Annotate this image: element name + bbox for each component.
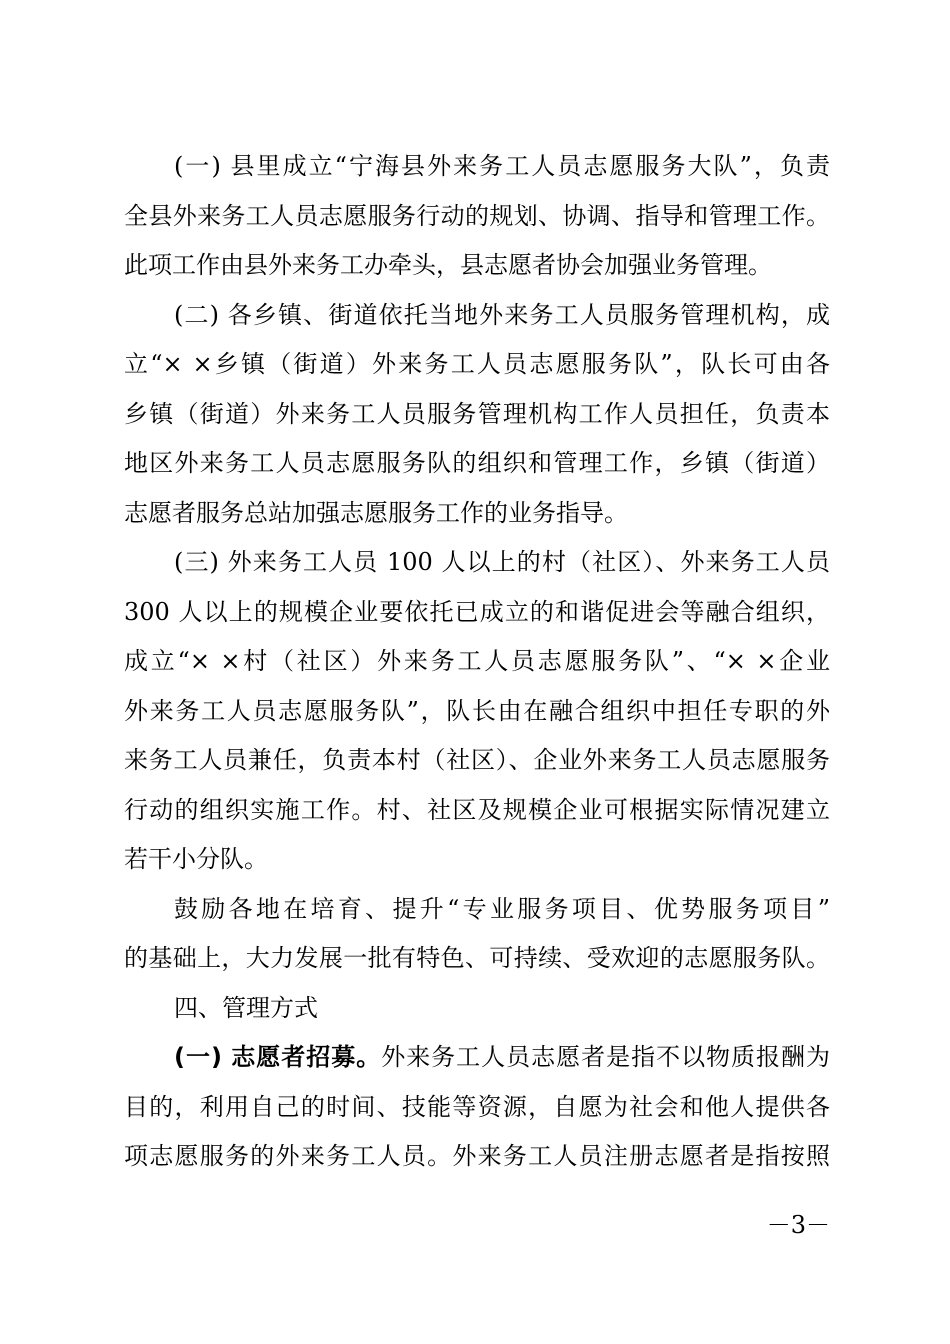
line-text: 项志愿服务的外来务工人员。外来务工人员注册志愿者是指按照 — [124, 1142, 830, 1170]
line-text: (三) 外来务工人员 100 人以上的村（社区）、外来务工人员 — [174, 548, 830, 576]
line-text: 地区外来务工人员志愿服务队的组织和管理工作，乡镇（街道） — [124, 449, 830, 477]
text-line — [124, 538, 830, 588]
line-text: 全县外来务工人员志愿服务行动的规划、协调、指导和管理工作。 — [124, 201, 830, 230]
text-line — [124, 1033, 830, 1083]
text-line — [124, 439, 830, 489]
text-line — [124, 786, 830, 836]
line-text: 成立“× ×村（社区）外来务工人员志愿服务队”、“× ×企业 — [124, 647, 830, 675]
text-line — [124, 687, 830, 737]
text-line — [124, 142, 830, 192]
line-text: 乡镇（街道）外来务工人员服务管理机构工作人员担任，负责本 — [124, 399, 830, 428]
text-line — [124, 885, 830, 935]
text-line — [124, 241, 830, 291]
body-text — [124, 142, 830, 1182]
text-line — [124, 736, 830, 786]
line-text: 立“× ×乡镇（街道）外来务工人员志愿服务队”，队长可由各 — [124, 350, 830, 378]
page-number: －3－ — [766, 1211, 830, 1239]
line-text: 目的，利用自己的时间、技能等资源，自愿为社会和他人提供各 — [124, 1092, 830, 1121]
line-text: 行动的组织实施工作。村、社区及规模企业可根据实际情况建立 — [124, 795, 830, 824]
line-text: 来务工人员兼任，负责本村（社区）、企业外来务工人员志愿服务 — [124, 746, 830, 774]
line-text: 外来务工人员志愿服务队”，队长由在融合组织中担任专职的外 — [124, 696, 830, 725]
text-line — [124, 835, 830, 885]
bold-heading: (一) 志愿者招募。 — [174, 1043, 382, 1071]
line-text: 志愿者服务总站加强志愿服务工作的业务指导。 — [124, 498, 628, 527]
text-line — [124, 192, 830, 242]
text-line — [124, 637, 830, 687]
line-text: 若干小分队。 — [124, 845, 268, 873]
text-line — [124, 291, 830, 341]
text-line — [124, 588, 830, 638]
line-text: (一) 县里成立“宁海县外来务工人员志愿服务大队”，负责 — [174, 152, 830, 180]
text-line — [124, 984, 830, 1034]
line-text: 此项工作由县外来务工办牵头，县志愿者协会加强业务管理。 — [124, 251, 772, 279]
text-line — [124, 489, 830, 539]
line-text: 的基础上，大力发展一批有特色、可持续、受欢迎的志愿服务队。 — [124, 944, 830, 972]
line-text: 外来务工人员志愿者是指不以物质报酬为 — [381, 1043, 830, 1071]
line-text: 300 人以上的规模企业要依托已成立的和谐促进会等融合组织， — [124, 597, 830, 626]
text-line — [124, 1083, 830, 1133]
text-line — [124, 934, 830, 984]
text-line — [124, 1132, 830, 1182]
text-line — [124, 340, 830, 390]
text-line — [124, 390, 830, 440]
line-text: (二) 各乡镇、街道依托当地外来务工人员服务管理机构，成 — [174, 300, 830, 329]
line-text: 四、管理方式 — [174, 993, 318, 1022]
line-text: 鼓励各地在培育、提升“专业服务项目、优势服务项目” — [174, 894, 830, 923]
